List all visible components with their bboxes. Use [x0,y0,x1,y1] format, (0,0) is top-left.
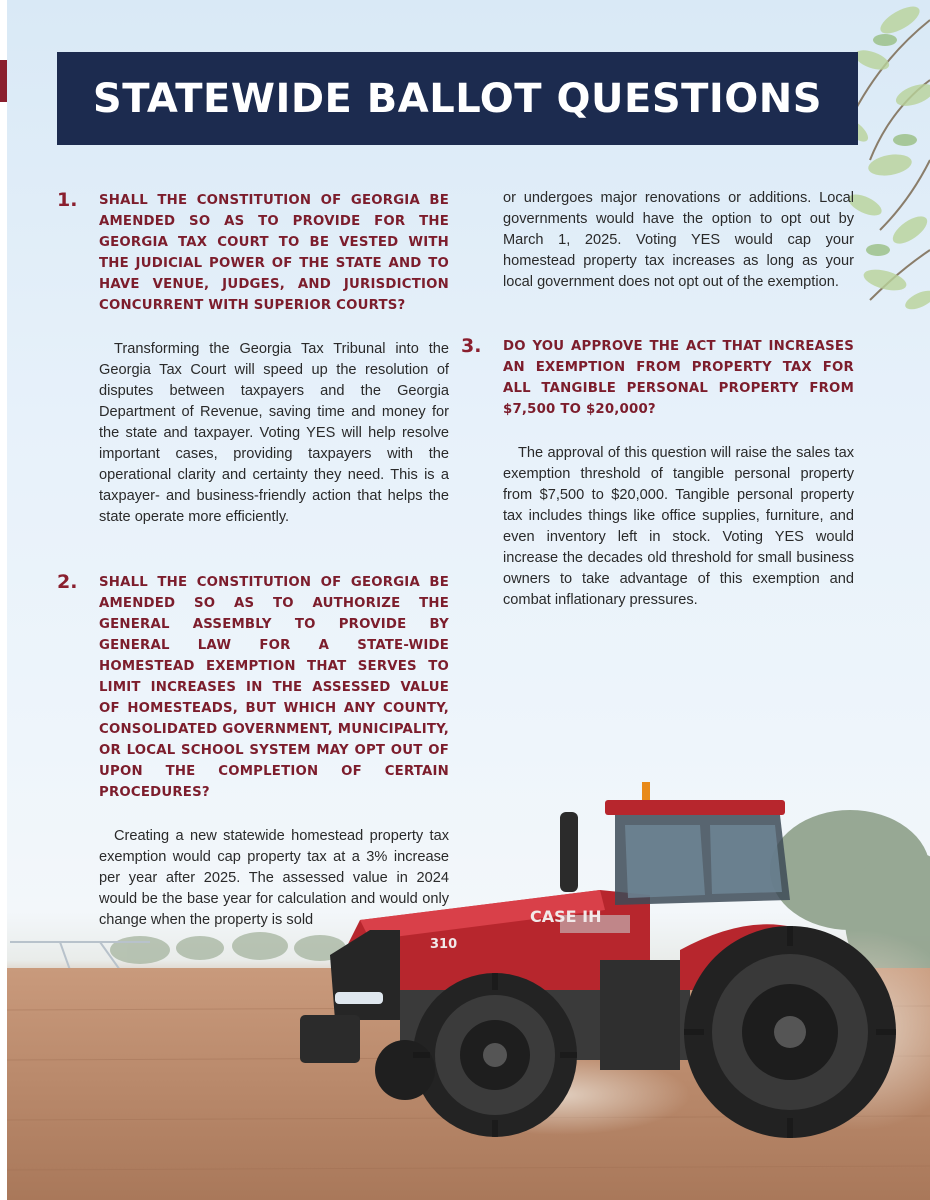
question-explanation: Creating a new statewide homestead property tax exemption would cap property tax at a 3% increase per year after 2025. The assessed value in 2024 would be the base year for calculation and would only change when the property is sold [99,828,449,928]
question-explanation: The approval of this question will raise the sales tax exemption threshold of tangible personal property from $7,500 to $20,000. Tangible personal property tax includes things like office supplies, furniture, and even inventory left in stock. Voting YES would increase the decades old threshold for small business owners to take advantage of this exemption and combat inflationary pressures. [503,445,854,608]
left-column [57,190,449,931]
question-text: SHALL THE CONSTITUTION OF GEORGIA BE AMENDED SO AS TO AUTHORIZE THE GENERAL ASSEMBLY TO PROVIDE BY GENERAL LAW FOR A STATE-WIDE HOMESTEAD EXEMPTION THAT SERVES TO LIMIT INCREASES IN THE ASSESSED VALUE OF HOMESTEADS, BUT WHICH ANY COUNTY, CONSOLIDATED GOVERNMENT, MUNICIPALITY, OR LOCAL SCHOOL SYSTEM MAY OPT OUT OF UPON THE COMPLETION OF CERTAIN PROCEDURES? [99,575,449,800]
question-text: DO YOU APPROVE THE ACT THAT INCREASES AN EXEMPTION FROM PROPERTY TAX FOR ALL TANGIBLE PERSONAL PROPERTY FROM $7,500 TO $20,000? [503,339,854,417]
tractor-model-label: 310 [430,937,458,952]
question-number: 2. [57,571,78,593]
question-number: 1. [57,189,78,211]
question-3 [461,336,854,420]
title-banner [57,52,858,145]
page-title: STATEWIDE BALLOT QUESTIONS [92,75,823,122]
question-explanation: Transforming the Georgia Tax Tribunal into the Georgia Tax Court will speed up the resolution of disputes between taxpayers and the Georgia Department of Revenue, saving time and money for the state and taxpayer. Voting YES will help resolve important cases, providing taxpayers with the operational clarity and certainty they need. This is a taxpayer- and business-friendly action that helps the state operate more efficiently. [99,341,449,525]
question-text: SHALL THE CONSTITUTION OF GEORGIA BE AMENDED SO AS TO PROVIDE FOR THE GEORGIA TAX COURT TO BE VESTED WITH THE JUDICIAL POWER OF THE STATE AND TO HAVE VENUE, JUDGES, AND JURISDICTION CONCURRENT WITH SUPERIOR COURTS? [99,193,449,313]
question-1 [57,190,449,316]
accent-tab [0,60,7,102]
tractor-brand-label: CASE IH [530,907,602,926]
question-number: 3. [461,335,482,357]
right-column [461,188,854,611]
question-explanation-continued: or undergoes major renovations or additions. Local governments would have the option to opt out by March 1, 2025. Voting YES would cap your homestead property tax increases as long as your local government does not opt out of the exemption. [503,190,854,290]
question-2 [57,572,449,803]
